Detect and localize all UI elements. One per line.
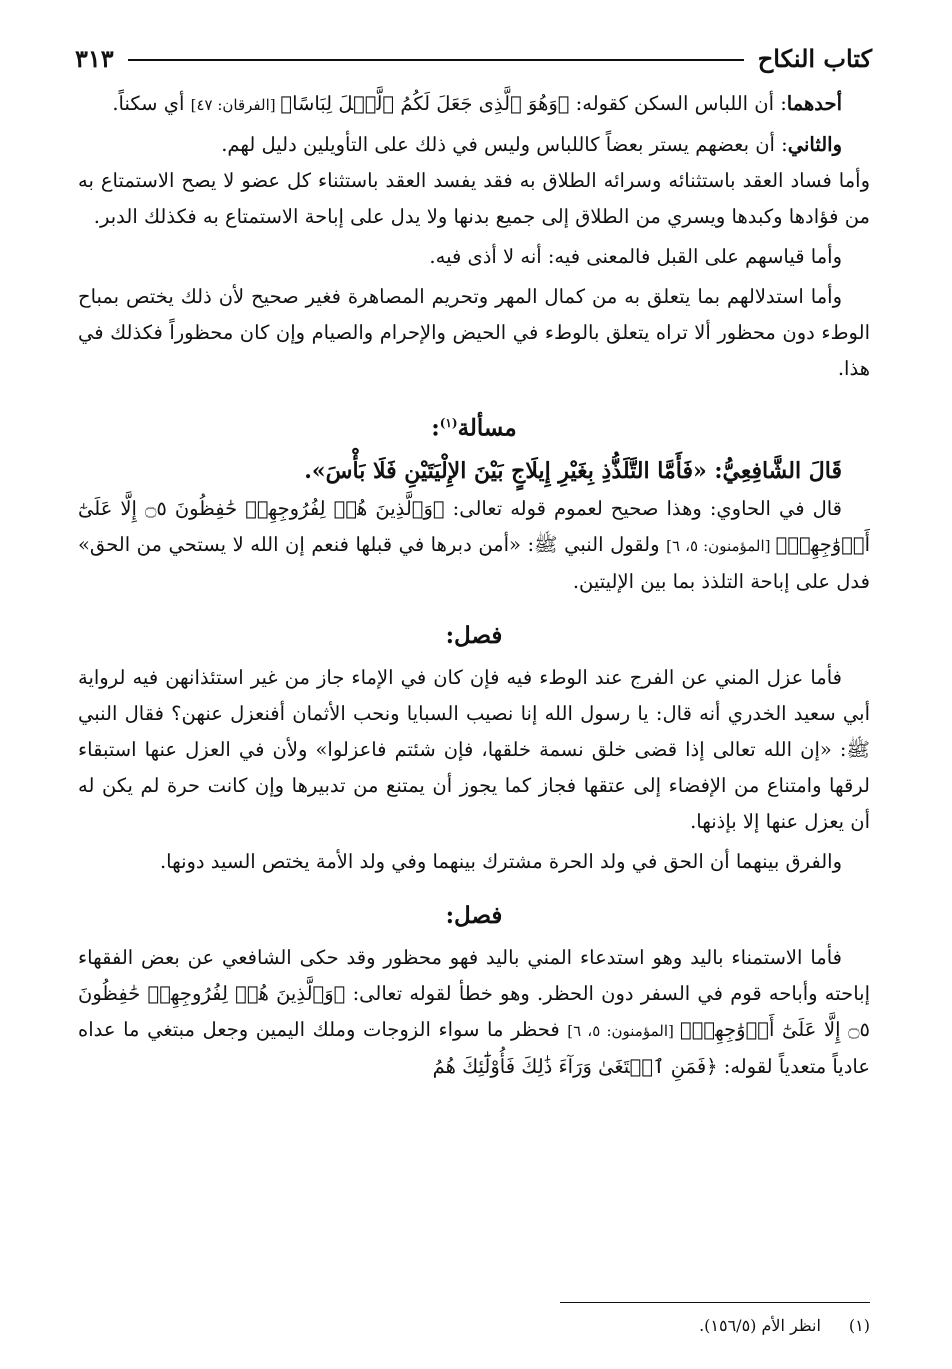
- running-header: [75, 36, 872, 80]
- paragraph-first-meaning: [78, 86, 870, 123]
- quran-verse-ibtagha: ﴿فَمَنِ ٱبۡتَغَىٰ وَرَآءَ ذَٰلِكَ فَأُوْلَٰٓئِكَ هُمُ: [432, 1054, 718, 1078]
- second-text: : أن بعضهم يستر بعضاً كاللباس وليس في ذلك على التأويلين دليل لهم.: [221, 133, 788, 156]
- second-lead: والثاني: [787, 133, 842, 156]
- quran-verse-muminun-2: ﴿وَٱلَّذِينَ هُمۡ لِفُرُوجِهِمۡ حَٰفِظُونَ ۝٥ إِلَّا عَلَىٰٓ أَزۡوَٰجِهِمۡ﴾: [78, 981, 870, 1041]
- footnote: [470, 1314, 870, 1338]
- page-body: [78, 86, 870, 1085]
- first-lead: أحدهما: [786, 92, 842, 115]
- masala-colon: :: [431, 414, 440, 442]
- verse-reference-muminun: [المؤمنون: ٥، ٦]: [666, 536, 776, 555]
- fasl-heading-2: فصل:: [445, 901, 503, 929]
- verse-reference-furqan: [الفرقان: ٤٧]: [190, 96, 281, 114]
- footnote-divider: [560, 1302, 870, 1303]
- paragraph-second-meaning: [78, 127, 870, 163]
- istimna-text-1: فأما الاستمناء باليد وهو استدعاء المني باليد فهو محظور وقد حكى الشافعي عن بعض الفقهاء إباحته وأباحه قوم في السفر دون الحظر. وهو خطأ لقوله تعالى:: [78, 945, 870, 1005]
- fasl-heading-1: فصل:: [445, 621, 503, 649]
- paragraph-istimna: [78, 940, 870, 1085]
- masala-title: مسألة: [457, 414, 517, 442]
- first-text: : أن اللباس السكن كقوله:: [569, 92, 787, 115]
- masala-heading: [78, 405, 870, 447]
- first-tail: أي سكناً.: [112, 92, 191, 115]
- shafii-statement: [78, 453, 870, 489]
- paragraph-hawi: [78, 491, 870, 600]
- quran-verse-furqan: ﴿وَهُوَ ٱلَّذِى جَعَلَ لَكُمُ ٱلَّيۡلَ لِبَاسًا﴾: [280, 92, 570, 115]
- quran-verse-muminun: ﴿وَٱلَّذِينَ هُمۡ لِفُرُوجِهِمۡ حَٰفِظُونَ ۝٥ إِلَّا عَلَىٰٓ أَزۡوَٰجِهِمۡ﴾: [78, 496, 871, 556]
- hawi-text-1: قال في الحاوي: وهذا صحيح لعموم قوله تعالى:: [444, 496, 842, 520]
- istimna-text-2: فحظر ما سواء الزوجات وملك اليمين وجعل مبتغي ما عداه عادياً متعدياً لقوله:: [78, 1017, 870, 1078]
- paragraph-azl: فأما عزل المني عن الفرج عند الوطء فيه فإن كان في الإماء جاز من غير استئذانهن فيه لرواية أبي سعيد الخدري أنه قال: يا رسول الله إنا نصيب السبايا ونحب الأثمان أفنعزل عنهن؟ فقال النبي ﷺ: «إن الله تعالى إذا قضى خلق نسمة خلقها، فإن شئتم فاعزلوا» ولأن في العزل عنها استبقاء لرقها وامتناع من الإفضاء إلى عتقها فجاز كما يجوز أن يمتنع من تدبيرها وإن كانت حرة لم يكن له أن يعزل عنها إلا بإذنها.: [78, 665, 870, 833]
- header-rule: [128, 59, 744, 61]
- paragraph-contract: وأما فساد العقد باستثنائه وسرائه الطلاق به فقد يفسد العقد باستثناء كل عضو لا يصح الاستمتاع به من فؤادها وكبدها ويسري من الطلاق إلى جميع بدنها ولا يدل على إباحة الاستمتاع به فكذلك الدبر.: [78, 169, 870, 228]
- shafii-lead: قَالَ الشَّافِعِيُّ: [722, 457, 842, 484]
- hawi-text-2: ولقول النبي ﷺ: «أمن دبرها في قبلها فنعم إن الله لا يستحي من الحق» فدل على إباحة التلذذ بما بين الإليتين.: [78, 532, 870, 593]
- chapter-title: كتاب النكاح: [757, 43, 872, 73]
- footnote-text: انظر الأم (١٥٦/٥).: [699, 1316, 821, 1335]
- paragraph-mahr: وأما استدلالهم بما يتعلق به من كمال المهر وتحريم المصاهرة فغير صحيح لأن ذلك يختص بمباح الوطء دون محظور ألا تراه يتعلق بالوطء في الحيض والإحرام والصيام وإن كان محظوراً فكذلك في هذا.: [78, 285, 870, 380]
- paragraph-difference: والفرق بينهما أن الحق في ولد الحرة مشترك بينهما وفي ولد الأمة يختص السيد دونها.: [159, 849, 842, 873]
- footnote-number: (١): [848, 1316, 870, 1335]
- paragraph-analogy: وأما قياسهم على القبل فالمعنى فيه: أنه لا أذى فيه.: [429, 245, 842, 268]
- footnote-reference-mark: (١): [439, 416, 458, 430]
- page-number: ٣١٣: [75, 43, 114, 73]
- shafii-quote: : «فَأَمَّا التَّلَذُّذِ بِغَيْرِ إِيلَاجٍ بَيْنَ الإِلْيَتَيْنِ فَلَا بَأْسَ».: [304, 457, 723, 484]
- verse-reference-muminun-2: [المؤمنون: ٥، ٦]: [567, 1021, 681, 1040]
